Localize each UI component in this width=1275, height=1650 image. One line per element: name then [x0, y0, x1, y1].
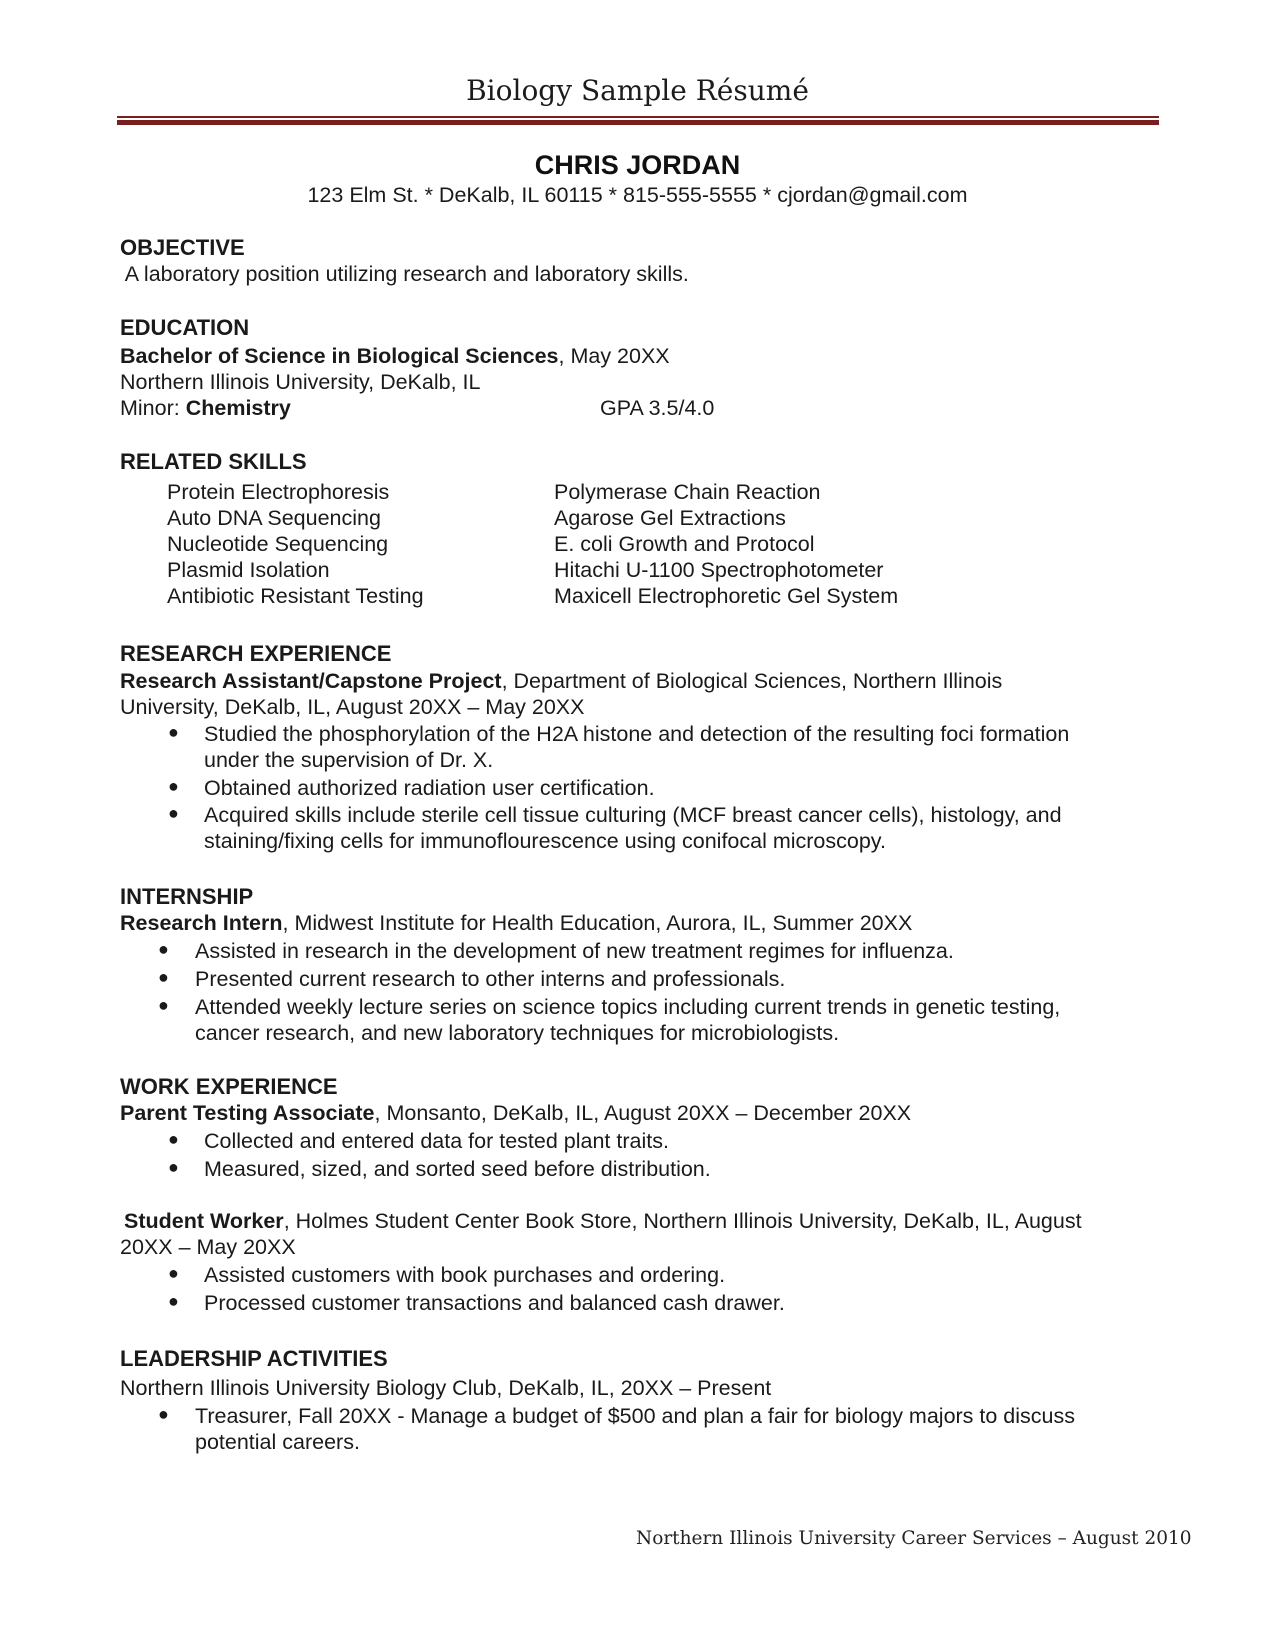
internship-position: Research Intern [120, 911, 283, 935]
bullet-icon: ● [168, 776, 179, 796]
leadership-heading: LEADERSHIP ACTIVITIES [120, 1346, 388, 1371]
list-item: Assisted in research in the development of new treatment regimes for influenza. [195, 939, 954, 963]
job2-dates: 20XX – May 20XX [120, 1235, 296, 1259]
skill-item: Hitachi U-1100 Spectrophotometer [554, 558, 884, 582]
skill-item: Plasmid Isolation [167, 558, 330, 582]
list-item: Processed customer transactions and balanced cash drawer. [204, 1291, 785, 1315]
bullet-icon: ● [158, 967, 169, 987]
internship-title-line [120, 911, 912, 936]
candidate-name: CHRIS JORDAN [534, 150, 741, 180]
job2-org: , Holmes Student Center Book Store, Northern Illinois University, DeKalb, IL, August [283, 1209, 1082, 1233]
page-title: Biology Sample Résumé [466, 74, 809, 107]
skill-item: Polymerase Chain Reaction [554, 480, 821, 504]
objective-text: A laboratory position utilizing research and laboratory skills. [120, 262, 689, 286]
bullet-icon: ● [158, 995, 169, 1015]
leadership-org: Northern Illinois University Biology Club, DeKalb, IL, 20XX – Present [120, 1376, 772, 1400]
job2-position: Student Worker [124, 1209, 284, 1233]
skill-item: Nucleotide Sequencing [167, 532, 389, 556]
list-item-continued: potential careers. [195, 1430, 360, 1454]
education-minor-line [120, 396, 291, 421]
job1-org: , Monsanto, DeKalb, IL, August 20XX – December 20XX [374, 1101, 912, 1125]
skill-item: Agarose Gel Extractions [554, 506, 786, 530]
education-school: Northern Illinois University, DeKalb, IL [120, 370, 481, 394]
job1-position: Parent Testing Associate [120, 1101, 375, 1125]
list-item: Presented current research to other interns and professionals. [195, 967, 786, 991]
bullet-icon: ● [168, 803, 179, 823]
research-location-date: University, DeKalb, IL, August 20XX – May 20XX [120, 695, 585, 719]
skills-heading: RELATED SKILLS [120, 449, 307, 474]
skill-item: Protein Electrophoresis [167, 480, 390, 504]
list-item: Studied the phosphorylation of the H2A histone and detection of the resulting foci formation [204, 722, 1070, 746]
list-item-continued: under the supervision of Dr. X. [204, 748, 494, 772]
skill-item: E. coli Growth and Protocol [554, 532, 815, 556]
list-item-continued: staining/fixing cells for immunoflourescence using conifocal microscopy. [204, 829, 886, 853]
contact-line: 123 Elm St. * DeKalb, IL 60115 * 815-555-5555 * cjordan@gmail.com [307, 183, 968, 207]
list-item: Assisted customers with book purchases and ordering. [204, 1263, 726, 1287]
skill-item: Auto DNA Sequencing [167, 506, 381, 530]
list-item: Obtained authorized radiation user certification. [204, 776, 655, 800]
footer-credit: Northern Illinois University Career Services – August 2010 [636, 1528, 1192, 1549]
list-item: Collected and entered data for tested plant traits. [204, 1129, 669, 1153]
internship-heading: INTERNSHIP [120, 884, 254, 909]
research-heading: RESEARCH EXPERIENCE [120, 641, 392, 666]
skill-item: Antibiotic Resistant Testing [167, 584, 424, 608]
education-heading: EDUCATION [120, 315, 250, 340]
list-item: Treasurer, Fall 20XX - Manage a budget of $500 and plan a fair for biology majors to discuss [195, 1404, 1075, 1428]
bullet-icon: ● [158, 1404, 169, 1424]
bullet-icon: ● [158, 939, 169, 959]
list-item: Attended weekly lecture series on science topics including current trends in genetic testing, [195, 995, 1061, 1019]
minor-label: Minor: [120, 396, 186, 420]
list-item-continued: cancer research, and new laboratory techniques for microbiologists. [195, 1021, 840, 1045]
bullet-icon: ● [168, 1263, 179, 1283]
bullet-icon: ● [168, 1157, 179, 1177]
minor-value: Chemistry [185, 396, 291, 420]
list-item: Acquired skills include sterile cell tissue culturing (MCF breast cancer cells), histology, and [204, 803, 1062, 827]
education-gpa: GPA 3.5/4.0 [600, 396, 715, 420]
list-item: Measured, sized, and sorted seed before distribution. [204, 1157, 711, 1181]
work-heading: WORK EXPERIENCE [120, 1074, 338, 1099]
research-org: , Department of Biological Sciences, Northern Illinois [501, 669, 1003, 693]
skill-item: Maxicell Electrophoretic Gel System [554, 584, 899, 608]
bullet-icon: ● [168, 1129, 179, 1149]
research-title-line [120, 669, 1002, 694]
education-degree-line [120, 344, 670, 369]
bullet-icon: ● [168, 1291, 179, 1311]
job2-title-line [124, 1209, 1082, 1234]
research-position: Research Assistant/Capstone Project [120, 669, 502, 693]
job1-title-line [120, 1101, 911, 1126]
header-rule [117, 116, 1159, 125]
bullet-icon: ● [168, 722, 179, 742]
internship-org: , Midwest Institute for Health Education, Aurora, IL, Summer 20XX [282, 911, 913, 935]
degree-date: , May 20XX [558, 344, 670, 368]
objective-heading: OBJECTIVE [120, 235, 245, 260]
degree-name: Bachelor of Science in Biological Sciences [120, 344, 559, 368]
